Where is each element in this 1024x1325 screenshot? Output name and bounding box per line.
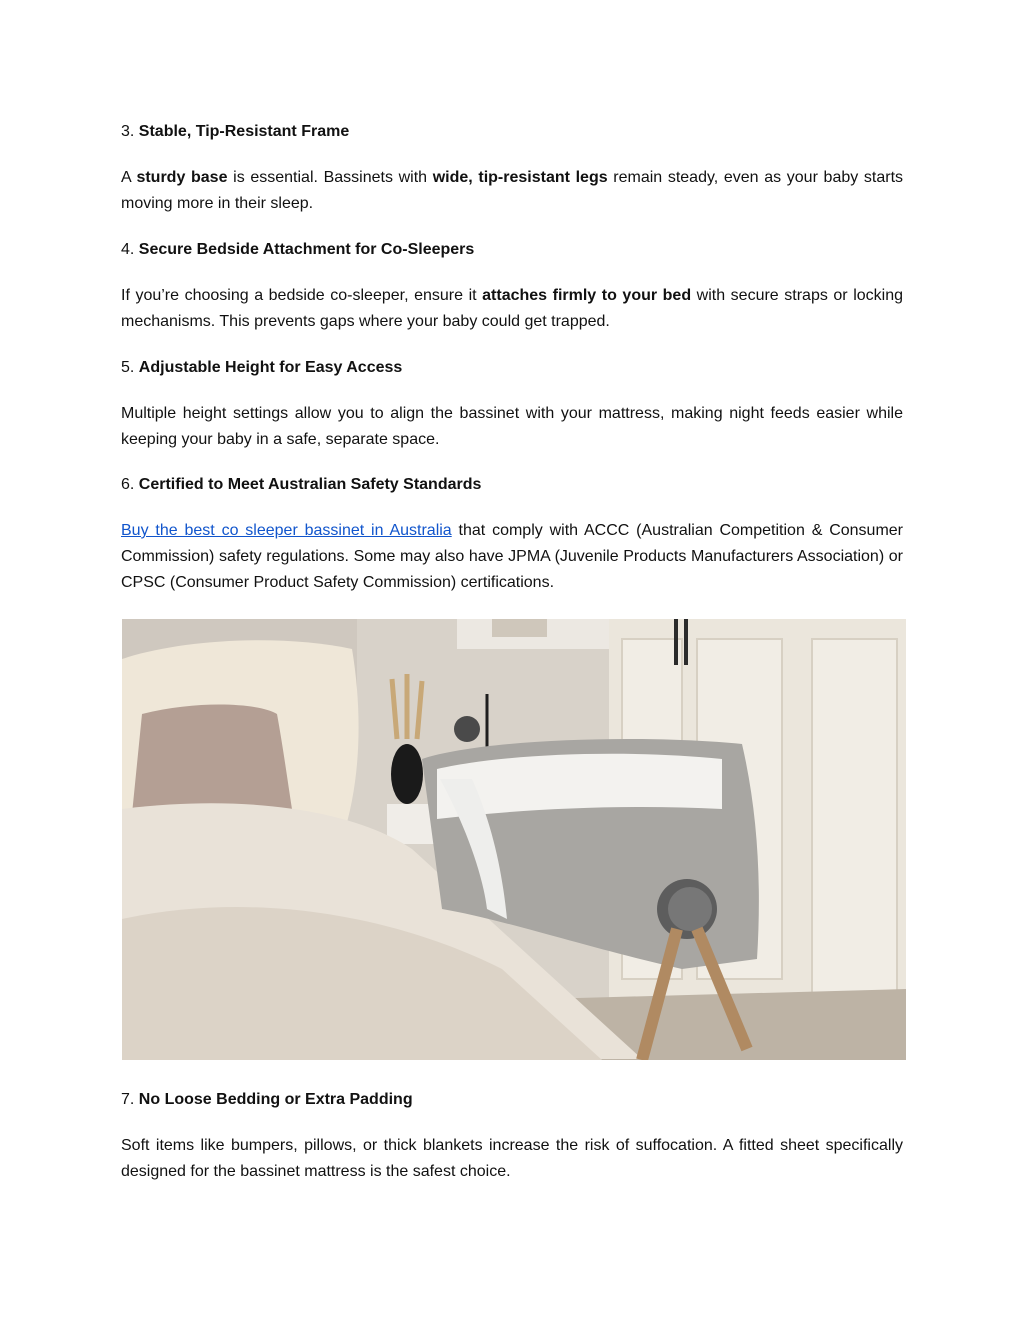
section-4-title: Secure Bedside Attachment for Co-Sleepers xyxy=(138,241,475,258)
section-3-heading: 3. Stable, Tip-Resistant Frame xyxy=(121,123,350,140)
section-3-paragraph: A sturdy base is essential. Bassinets with wide, tip-resistant legs remain steady, even as your baby starts moving more in their sleep. xyxy=(121,169,904,212)
bedside-bassinet-photo xyxy=(122,619,906,1060)
section-7-paragraph: Soft items like bumpers, pillows, or thick blankets increase the risk of suffocation. A fitted sheet specifically designed for the bassinet mattress is the safest choice. xyxy=(121,1137,903,1180)
section-7-title: No Loose Bedding or Extra Padding xyxy=(138,1091,413,1108)
section-6-title: Certified to Meet Australian Safety Standards xyxy=(138,476,482,493)
section-3-title: Stable, Tip-Resistant Frame xyxy=(138,123,350,140)
section-5-heading: 5. Adjustable Height for Easy Access xyxy=(121,359,403,376)
section-7-heading: 7. No Loose Bedding or Extra Padding xyxy=(121,1091,413,1108)
section-5-paragraph: Multiple height settings allow you to align the bassinet with your mattress, making night feeds easier while keeping your baby in a safe, separate space. xyxy=(121,405,903,448)
section-6-paragraph: Buy the best co sleeper bassinet in Australia that comply with ACCC (Australian Competition & Consumer Commission) safety regulations. Some may also have JPMA (Juvenile Products Manufacturers Association) or CPSC (Consumer Product Safety Commission) certifications. xyxy=(121,522,903,591)
section-4-paragraph: If you’re choosing a bedside co-sleeper, ensure it attaches firmly to your bed with secure straps or locking mechanisms. This prevents gaps where your baby could get trapped. xyxy=(121,287,903,330)
section-6-heading: 6. Certified to Meet Australian Safety Standards xyxy=(121,476,482,493)
section-4-heading: 4. Secure Bedside Attachment for Co-Sleepers xyxy=(121,241,475,258)
buy-bassinet-link[interactable]: Buy the best co sleeper bassinet in Australia xyxy=(121,522,452,539)
section-5-title: Adjustable Height for Easy Access xyxy=(138,359,403,376)
